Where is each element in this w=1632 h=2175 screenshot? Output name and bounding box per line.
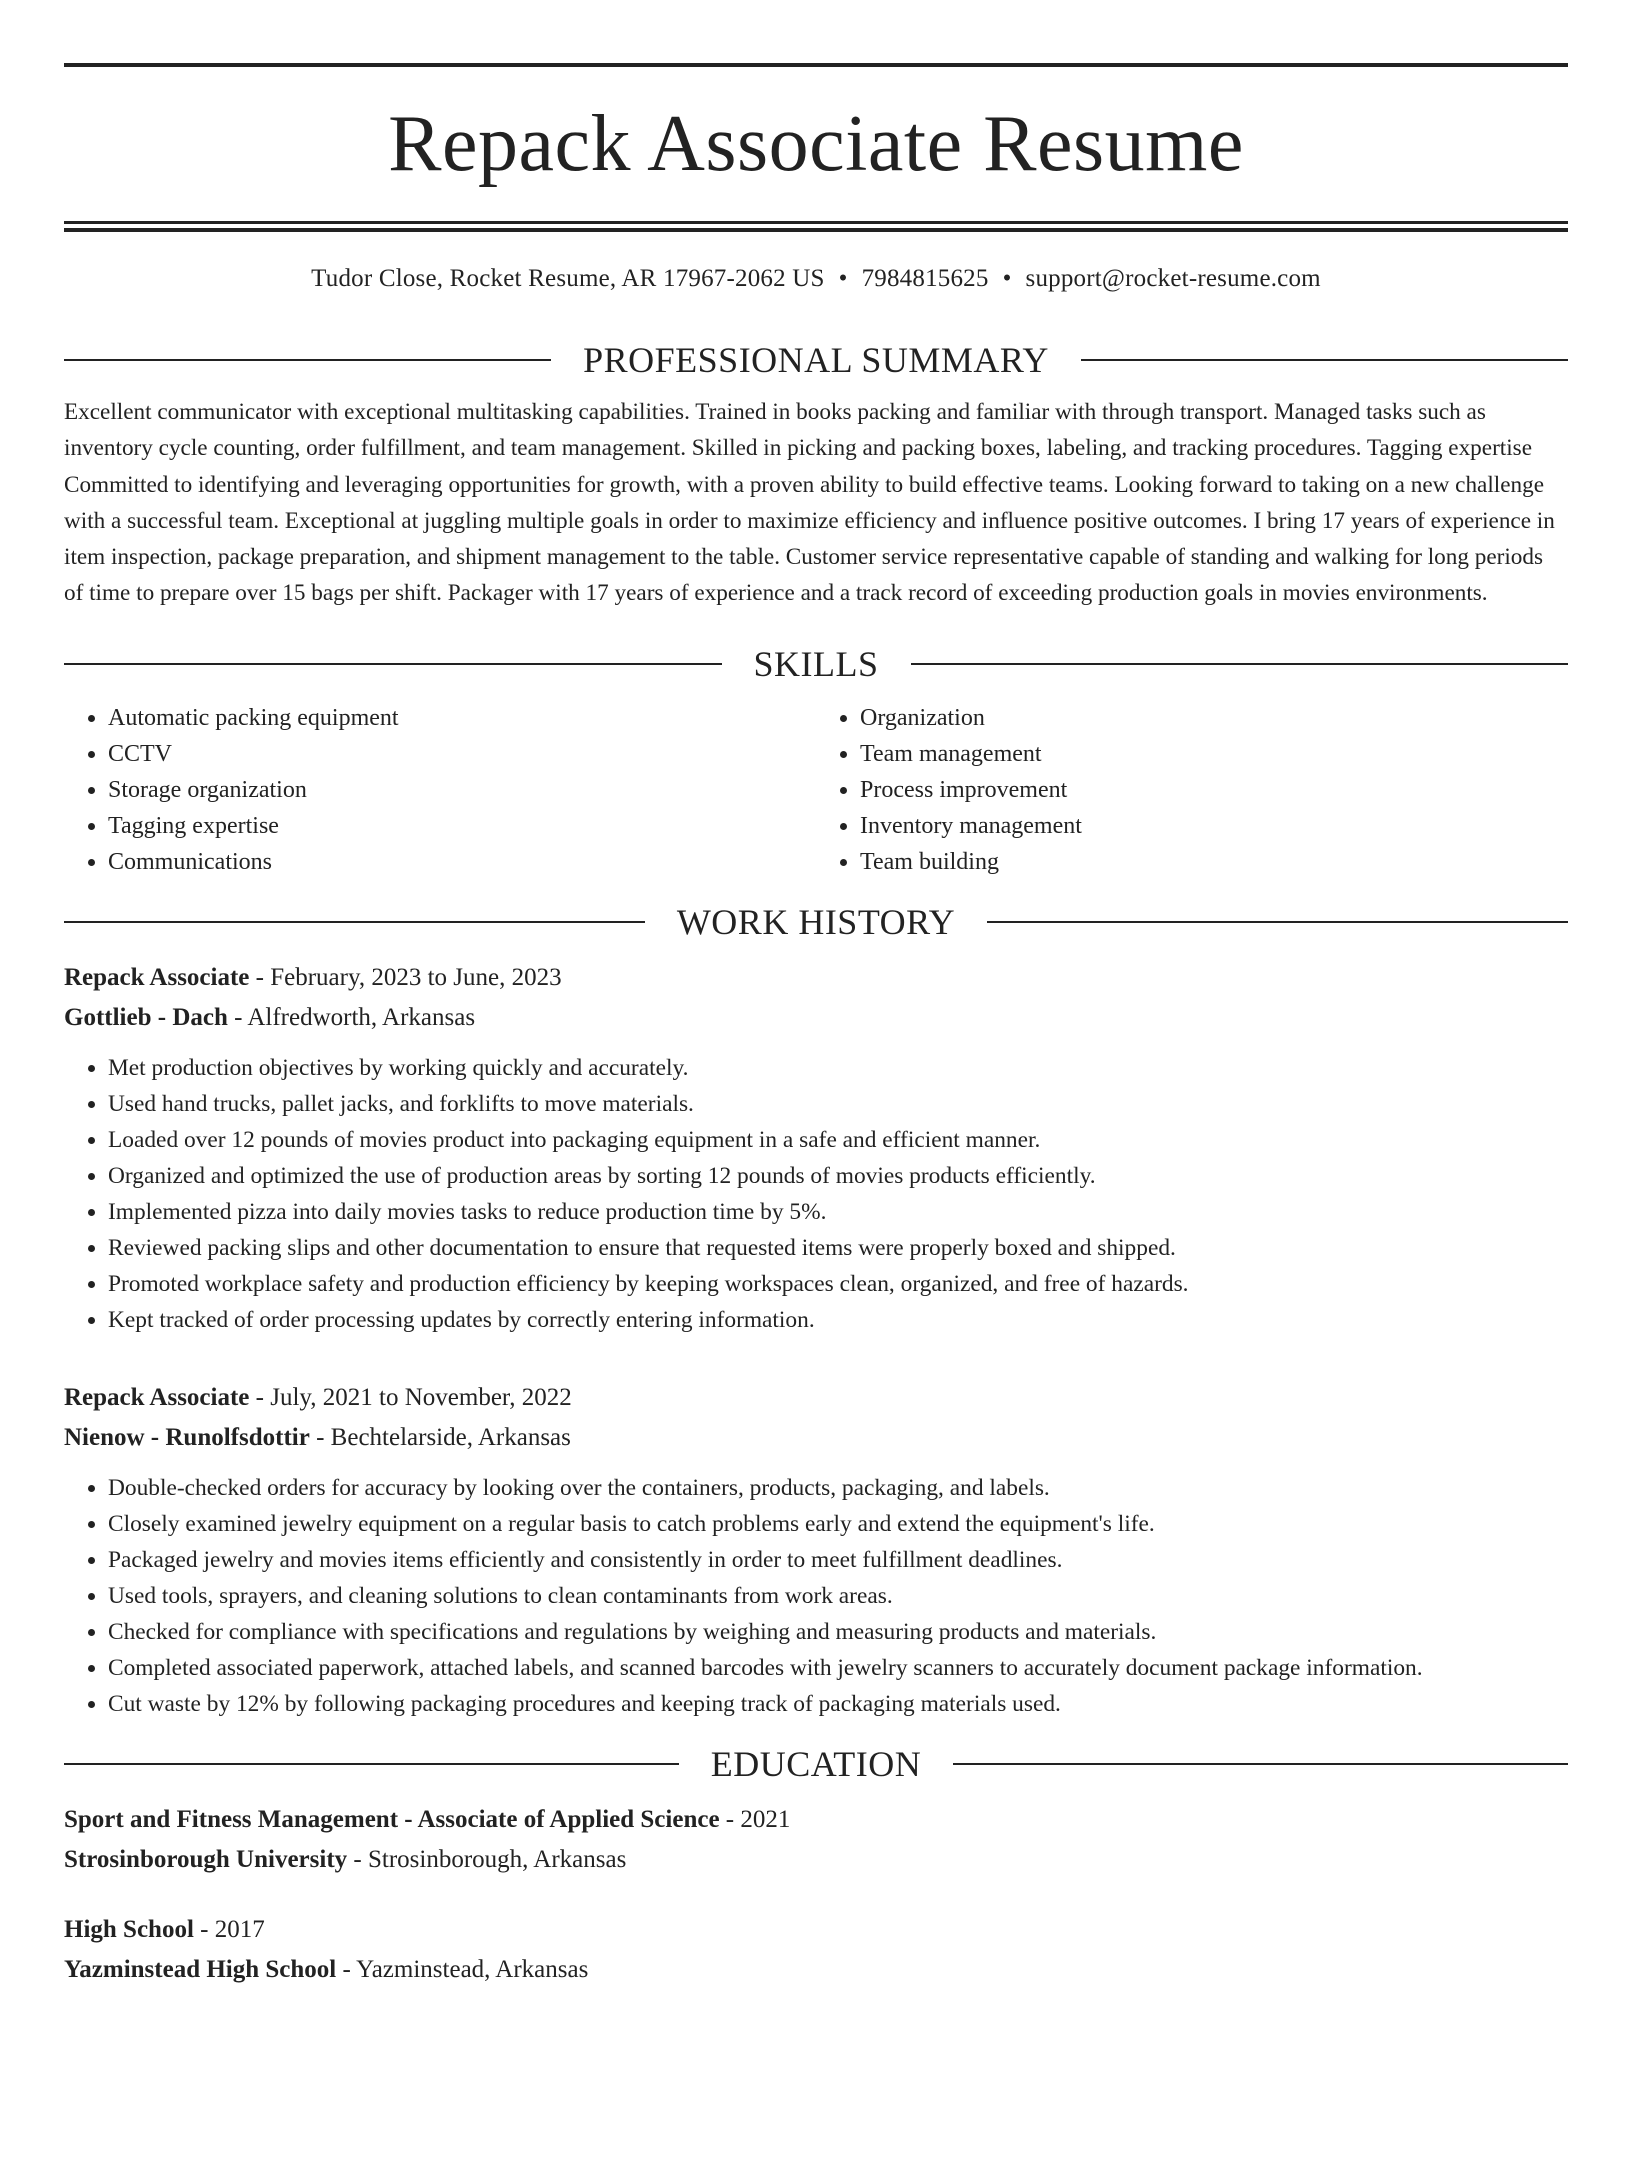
title-double-rule xyxy=(64,221,1568,232)
section-heading-education xyxy=(64,1742,1568,1786)
summary-paragraph: Excellent communicator with exceptional multitasking capabilities. Trained in books packing and familiar with through transport. Managed tasks such as inventory cycle counting, order fulfillment, and team management. Skilled in picking and packing boxes, labeling, and tracking procedures. Tagging expertise Committed to identifying and leveraging opportunities for growth, with a proven ability to build effective teams. Looking forward to taking on a new challenge with a successful team. Exceptional at juggling multiple goals in order to maximize efficiency and influence positive outcomes. I bring 17 years of experience in item inspection, package preparation, and shipment management to the table. Customer service representative capable of standing and walking for long periods of time to prepare over 15 bags per shift. Packager with 17 years of experience and a track record of exceeding production goals in movies environments. xyxy=(64,399,1555,607)
heading-rule xyxy=(911,663,1569,665)
job-bullet: • Organized and optimized the use of production areas by sorting 12 pounds of movies products efficiently. xyxy=(108,1158,1568,1194)
job-bullet: • Packaged jewelry and movies items efficiently and consistently in order to meet fulfillment deadlines. xyxy=(108,1542,1568,1578)
skill-item: • Storage organization xyxy=(108,772,816,808)
education-entry xyxy=(64,1910,1568,1990)
skills-list-left xyxy=(64,700,816,880)
education-degree-line xyxy=(64,1800,1568,1840)
job-bullets xyxy=(64,1050,1568,1338)
job-bullet: • Used tools, sprayers, and cleaning solutions to clean contaminants from work areas. xyxy=(108,1578,1568,1614)
job-title: Repack Associate xyxy=(64,1383,250,1411)
education-school-line xyxy=(64,1950,1568,1990)
skill-item: • Team management xyxy=(860,736,1568,772)
section-heading-skills xyxy=(64,642,1568,686)
education-entry xyxy=(64,1800,1568,1880)
contact-separator: • xyxy=(838,265,848,292)
education-location: - Strosinborough, Arkansas xyxy=(347,1845,627,1873)
heading-rule xyxy=(987,921,1568,923)
skill-item: • Communications xyxy=(108,844,816,880)
contact-line xyxy=(64,264,1568,294)
section-heading-summary xyxy=(64,338,1568,382)
job-location: - Bechtelarside, Arkansas xyxy=(309,1423,571,1451)
skill-item: • Process improvement xyxy=(860,772,1568,808)
job-location: - Alfredworth, Arkansas xyxy=(227,1003,476,1031)
resume-title: Repack Associate Resume xyxy=(388,100,1244,188)
job-title-line xyxy=(64,1378,1568,1418)
education-school: Yazminstead High School xyxy=(64,1955,337,1983)
job-bullet: • Implemented pizza into daily movies tasks to reduce production time by 5%. xyxy=(108,1194,1568,1230)
skill-item: • Team building xyxy=(860,844,1568,880)
education-degree: Sport and Fitness Management - Associate of Applied Science xyxy=(64,1805,720,1833)
education-school-line xyxy=(64,1840,1568,1880)
section-title-summary: PROFESSIONAL SUMMARY xyxy=(583,340,1049,380)
skill-item: • CCTV xyxy=(108,736,816,772)
job-bullet: • Kept tracked of order processing updates by correctly entering information. xyxy=(108,1302,1568,1338)
heading-rule xyxy=(953,1763,1568,1765)
heading-rule xyxy=(64,663,722,665)
heading-rule xyxy=(64,359,551,361)
skill-item: • Organization xyxy=(860,700,1568,736)
job-company-line xyxy=(64,998,1568,1038)
job-entry xyxy=(64,958,1568,1338)
skills-list-right xyxy=(816,700,1568,880)
job-company: Nienow - Runolfsdottir xyxy=(64,1423,310,1451)
heading-rule xyxy=(1081,359,1568,361)
contact-address: Tudor Close, Rocket Resume, AR 17967-2062 US xyxy=(311,265,825,292)
education-school: Strosinborough University xyxy=(64,1845,348,1873)
contact-separator: • xyxy=(1002,265,1012,292)
job-dates: - February, 2023 to June, 2023 xyxy=(249,963,562,991)
section-title-education: EDUCATION xyxy=(710,1743,922,1784)
top-rule xyxy=(64,63,1568,67)
contact-email: support@rocket-resume.com xyxy=(1025,265,1321,292)
education-year: - 2021 xyxy=(719,1805,791,1833)
job-company-line xyxy=(64,1418,1568,1458)
education-year: - 2017 xyxy=(193,1915,265,1943)
job-bullet: • Met production objectives by working quickly and accurately. xyxy=(108,1050,1568,1086)
job-bullet: • Checked for compliance with specifications and regulations by weighing and measuring products and materials. xyxy=(108,1614,1568,1650)
education-location: - Yazminstead, Arkansas xyxy=(336,1955,589,1983)
education-degree: High School xyxy=(64,1915,194,1943)
job-bullet: • Reviewed packing slips and other documentation to ensure that requested items were properly boxed and shipped. xyxy=(108,1230,1568,1266)
job-dates: - July, 2021 to November, 2022 xyxy=(249,1383,572,1411)
section-title-work: WORK HISTORY xyxy=(676,901,956,942)
job-bullet: • Double-checked orders for accuracy by looking over the containers, products, packaging, and labels. xyxy=(108,1470,1568,1506)
job-bullet: • Used hand trucks, pallet jacks, and forklifts to move materials. xyxy=(108,1086,1568,1122)
job-company: Gottlieb - Dach xyxy=(64,1003,228,1031)
job-bullet: • Loaded over 12 pounds of movies product into packaging equipment in a safe and efficient manner. xyxy=(108,1122,1568,1158)
section-title-skills: SKILLS xyxy=(753,643,879,684)
job-bullet: • Promoted workplace safety and production efficiency by keeping workspaces clean, organized, and free of hazards. xyxy=(108,1266,1568,1302)
job-entry xyxy=(64,1378,1568,1722)
job-title-line xyxy=(64,958,1568,998)
skills-columns xyxy=(64,700,1568,880)
education-degree-line xyxy=(64,1910,1568,1950)
heading-rule xyxy=(64,1763,679,1765)
contact-phone: 7984815625 xyxy=(861,265,989,292)
heading-rule xyxy=(64,921,645,923)
skill-item: • Inventory management xyxy=(860,808,1568,844)
job-bullet: • Cut waste by 12% by following packaging procedures and keeping track of packaging materials used. xyxy=(108,1686,1568,1722)
resume-page xyxy=(0,63,1632,2175)
skill-item: • Automatic packing equipment xyxy=(108,700,816,736)
job-bullet: • Closely examined jewelry equipment on a regular basis to catch problems early and extend the equipment's life. xyxy=(108,1506,1568,1542)
skill-item: • Tagging expertise xyxy=(108,808,816,844)
job-title: Repack Associate xyxy=(64,963,250,991)
section-heading-work xyxy=(64,900,1568,944)
job-bullets xyxy=(64,1470,1568,1722)
job-bullet: • Completed associated paperwork, attached labels, and scanned barcodes with jewelry scanners to accurately document package information. xyxy=(108,1650,1568,1686)
